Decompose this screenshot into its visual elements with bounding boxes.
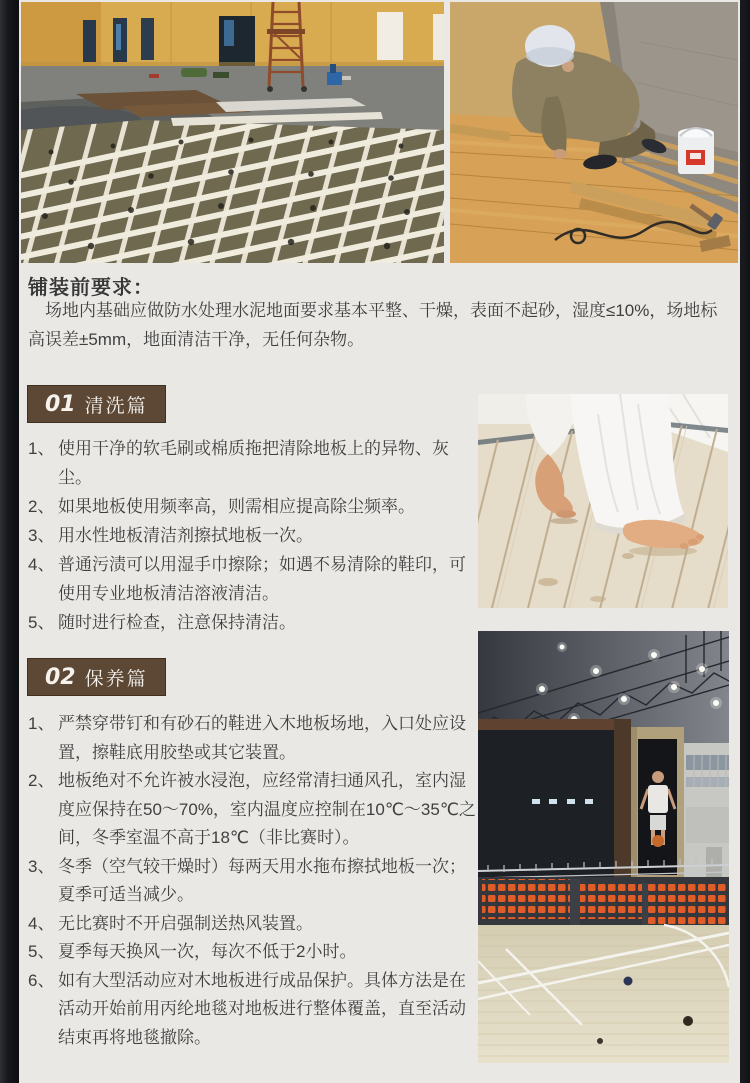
maintenance-list (28, 710, 482, 1052)
list-item (28, 521, 482, 550)
item-text: 严禁穿带钉和有砂石的鞋进入木地板场地，入口处应设置，擦鞋底用胶垫或其它装置。 (58, 714, 466, 762)
cleaning-list (28, 434, 482, 637)
photo-keel-installation (21, 2, 444, 263)
item-marker: 3、 (28, 526, 55, 545)
item-text: 如果地板使用频率高，则需相应提高除尘频率。 (58, 497, 415, 516)
item-text: 使用干净的软毛刷或棉质拖把清除地板上的异物、灰尘。 (58, 439, 449, 487)
list-item (28, 910, 482, 939)
list-item (28, 492, 482, 521)
item-text: 随时进行检查，注意保持清洁。 (58, 613, 296, 632)
item-text: 用水性地板清洁剂擦拭地板一次。 (58, 526, 313, 545)
badge-number: 01 (45, 391, 76, 417)
section-badge-maintenance (27, 658, 166, 696)
list-item (28, 550, 482, 608)
item-marker: 1、 (28, 439, 55, 458)
content-panel (19, 0, 740, 1083)
section-badge-cleaning (27, 385, 166, 423)
photo-feet-on-floor (478, 394, 728, 608)
list-item (28, 853, 482, 910)
item-text: 地板绝对不允许被水浸泡，应经常清扫通风孔，室内湿度应保持在50～70%，室内温度应控制在10℃～35℃之间，冬季室温不高于18℃（非比赛时）。 (58, 771, 476, 847)
list-item (28, 710, 482, 767)
item-marker: 1、 (28, 714, 55, 733)
item-text: 冬季（空气较干燥时）每两天用水拖布擦拭地板一次；夏季可适当减少。 (58, 856, 466, 904)
pre-install-body: 场地内基础应做防水处理水泥地面要求基本平整、干燥，表面不起砂，湿度≤10%，场地标高误差±5mm，地面清洁干净，无任何杂物。 (28, 301, 718, 349)
pre-install-heading: 铺装前要求： (28, 277, 154, 299)
photo-basketball-gym (478, 631, 729, 1063)
item-text: 无比赛时不开启强制送热风装置。 (58, 913, 313, 933)
badge-number: 02 (45, 664, 76, 690)
list-item (28, 767, 482, 853)
list-item (28, 938, 482, 967)
item-text: 普通污渍可以用湿手巾擦除；如遇不易清除的鞋印，可使用专业地板清洁溶液清洁。 (58, 555, 466, 603)
item-marker: 5、 (28, 942, 55, 961)
item-marker: 5、 (28, 613, 55, 632)
item-text: 夏季每天换风一次，每次不低于2小时。 (58, 942, 357, 961)
list-item (28, 434, 482, 492)
item-marker: 3、 (28, 856, 55, 876)
item-text: 如有大型活动应对木地板进行成品保护。具体方法是在活动开始前用丙纶地毯对地板进行整体覆盖，直至活动结束再将地毯撤除。 (58, 970, 466, 1047)
item-marker: 6、 (28, 970, 55, 990)
photo-floor-worker (450, 2, 738, 263)
item-marker: 2、 (28, 771, 55, 790)
badge-title: 保养篇 (84, 668, 148, 690)
list-item (28, 608, 482, 637)
list-item (28, 967, 482, 1053)
item-marker: 4、 (28, 913, 55, 933)
item-marker: 4、 (28, 555, 55, 574)
item-marker: 2、 (28, 497, 55, 516)
badge-title: 清洗篇 (84, 395, 148, 417)
